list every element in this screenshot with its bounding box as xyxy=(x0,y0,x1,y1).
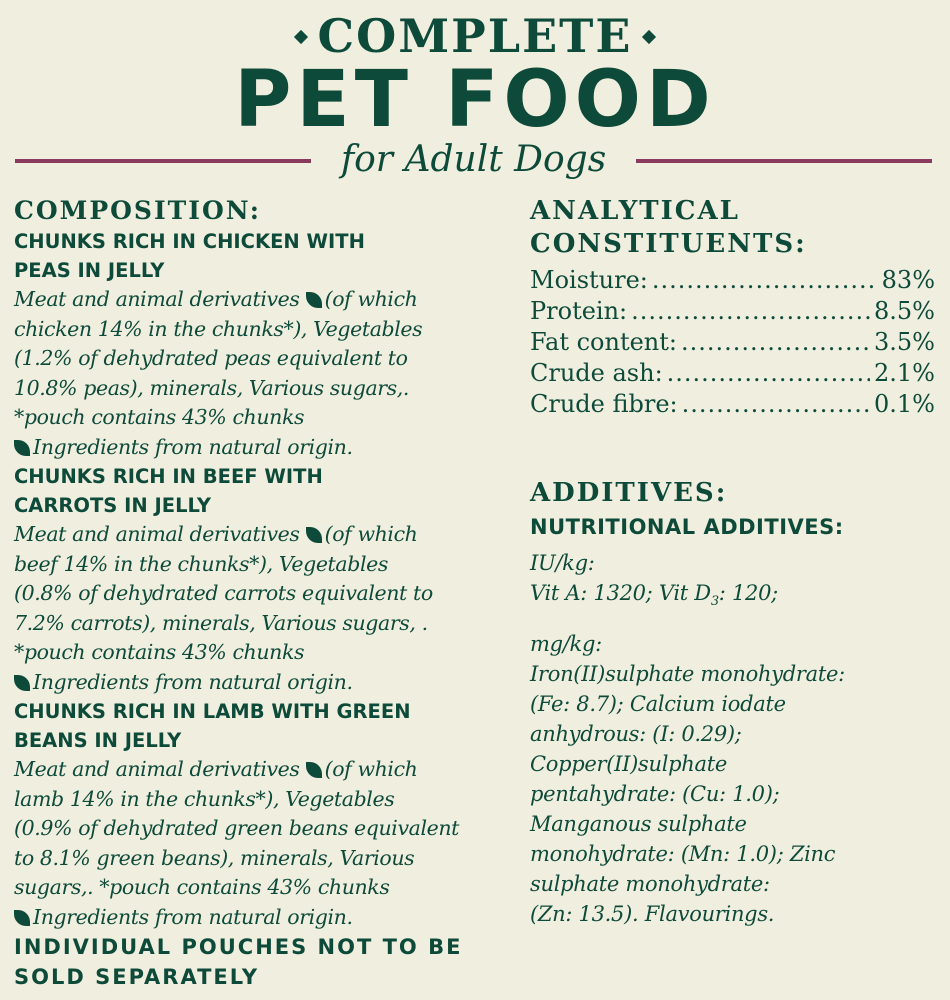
ingredient-line: *pouch contains 43% chunks xyxy=(14,640,305,664)
analytical-row xyxy=(530,265,935,296)
divider-left xyxy=(15,159,311,163)
additive-line: Copper(II)sulphate xyxy=(530,752,728,777)
analytical-title: ANALYTICAL xyxy=(530,196,740,226)
ingredient-line: 10.8% peas), minerals, Various sugars,. xyxy=(14,375,410,400)
section-heading: PEAS IN JELLY xyxy=(14,259,165,282)
additives-title: ADDITIVES: xyxy=(530,478,728,508)
leaf-icon xyxy=(306,527,322,543)
diamond-left-icon xyxy=(293,30,307,44)
ingredient-line: to 8.1% green beans), minerals, Various xyxy=(14,845,415,870)
additive-line: (Fe: 8.7); Calcium iodate xyxy=(530,692,786,717)
iu-values: Vit A: 1320; Vit $D_3$: 120; xyxy=(530,581,778,610)
mg-label: mg/kg: xyxy=(530,632,602,657)
analytical-value: 2.1% xyxy=(874,359,935,387)
additives-section xyxy=(530,477,935,929)
composition-column xyxy=(14,195,519,992)
header-top-text: COMPLETE xyxy=(317,9,633,63)
ingredient-line: (0.9% of dehydrated green beans equivalent xyxy=(14,816,460,840)
leaf-icon xyxy=(306,292,322,308)
dot-leader xyxy=(652,265,878,296)
analytical-label: Moisture: xyxy=(530,266,648,294)
analytical-row xyxy=(530,327,935,358)
composition-section xyxy=(14,227,519,462)
ingredient-line: Ingredients from natural origin. xyxy=(14,668,519,698)
final-note xyxy=(14,932,519,992)
ingredient-line: (1.2% of dehydrated peas equivalent to xyxy=(14,346,408,370)
analytical-row xyxy=(530,389,935,420)
ingredient-line: Meat and animal derivatives (of which xyxy=(14,757,418,781)
analytical-label: Crude ash: xyxy=(530,359,663,387)
additive-line: Iron(II)sulphate monohydrate: xyxy=(530,662,845,687)
ingredient-line: *pouch contains 43% chunks xyxy=(14,405,305,429)
ingredient-line: (0.8% of dehydrated carrots equivalent to xyxy=(14,581,433,605)
section-heading: CHUNKS RICH IN BEEF WITH xyxy=(14,465,323,488)
analytical-label: Crude fibre: xyxy=(530,390,678,418)
analytical-constituents xyxy=(530,195,935,420)
final-note-line: SOLD SEPARATELY xyxy=(14,965,260,989)
analytical-value: 3.5% xyxy=(874,328,935,356)
analytical-value: 0.1% xyxy=(874,390,935,418)
additive-line: sulphate monohydrate: xyxy=(530,872,770,897)
analytical-value: 83% xyxy=(881,266,935,294)
nutritional-additives-title: NUTRITIONAL ADDITIVES: xyxy=(530,515,844,539)
ingredient-line: Ingredients from natural origin. xyxy=(14,903,519,933)
diamond-right-icon xyxy=(642,30,656,44)
leaf-icon xyxy=(14,675,30,691)
dot-leader xyxy=(631,296,870,327)
additive-line: (Zn: 13.5). Flavourings. xyxy=(530,902,775,927)
header-subtitle: for Adult Dogs xyxy=(340,139,607,180)
ingredient-line: Meat and animal derivatives (of which xyxy=(14,287,418,311)
additive-line: pentahydrate: (Cu: 1.0); xyxy=(530,782,780,807)
section-heading: CHUNKS RICH IN CHICKEN WITH xyxy=(14,230,365,253)
dot-leader xyxy=(667,358,870,389)
composition-title: COMPOSITION: xyxy=(14,196,261,225)
header-pet-food: PET FOOD xyxy=(234,55,716,145)
analytical-label: Protein: xyxy=(530,297,628,325)
dot-leader xyxy=(682,389,870,420)
iu-group xyxy=(530,548,935,617)
ingredient-line: sugars,. *pouch contains 43% chunks xyxy=(14,875,390,899)
analytical-row xyxy=(530,358,935,389)
ingredient-line: 7.2% carrots), minerals, Various sugars, . xyxy=(14,610,428,635)
section-heading: BEANS IN JELLY xyxy=(14,729,182,752)
iu-label: IU/kg: xyxy=(530,551,595,575)
mg-group xyxy=(530,629,935,929)
analysis-column xyxy=(530,195,935,927)
composition-section xyxy=(14,462,519,697)
analytical-value: 8.5% xyxy=(874,297,935,325)
leaf-icon xyxy=(14,440,30,456)
leaf-icon xyxy=(14,910,30,926)
analytical-row xyxy=(530,296,935,327)
composition-sections xyxy=(14,227,519,932)
ingredient-line: lamb 14% in the chunks*), Vegetables xyxy=(14,786,395,811)
mg-lines xyxy=(530,659,935,929)
additive-line: Manganous sulphate xyxy=(530,812,747,837)
leaf-icon xyxy=(306,762,322,778)
composition-section xyxy=(14,697,519,932)
ingredient-line: Meat and animal derivatives (of which xyxy=(14,522,418,546)
ingredient-line: Ingredients from natural origin. xyxy=(14,433,519,463)
divider-right xyxy=(636,159,932,163)
additive-line: anhydrous: (I: 0.29); xyxy=(530,722,742,747)
ingredient-line: chicken 14% in the chunks*), Vegetables xyxy=(14,316,423,341)
dot-leader xyxy=(681,327,870,358)
section-heading: CARROTS IN JELLY xyxy=(14,494,212,517)
section-heading: CHUNKS RICH IN LAMB WITH GREEN xyxy=(14,700,411,723)
ingredient-line: beef 14% in the chunks*), Vegetables xyxy=(14,551,388,576)
final-note-line: INDIVIDUAL POUCHES NOT TO BE xyxy=(14,935,463,959)
analytical-title: CONSTITUENTS: xyxy=(530,229,807,259)
analytical-label: Fat content: xyxy=(530,328,677,356)
analytical-rows xyxy=(530,265,935,420)
additive-line: monohydrate: (Mn: 1.0); Zinc xyxy=(530,842,836,867)
